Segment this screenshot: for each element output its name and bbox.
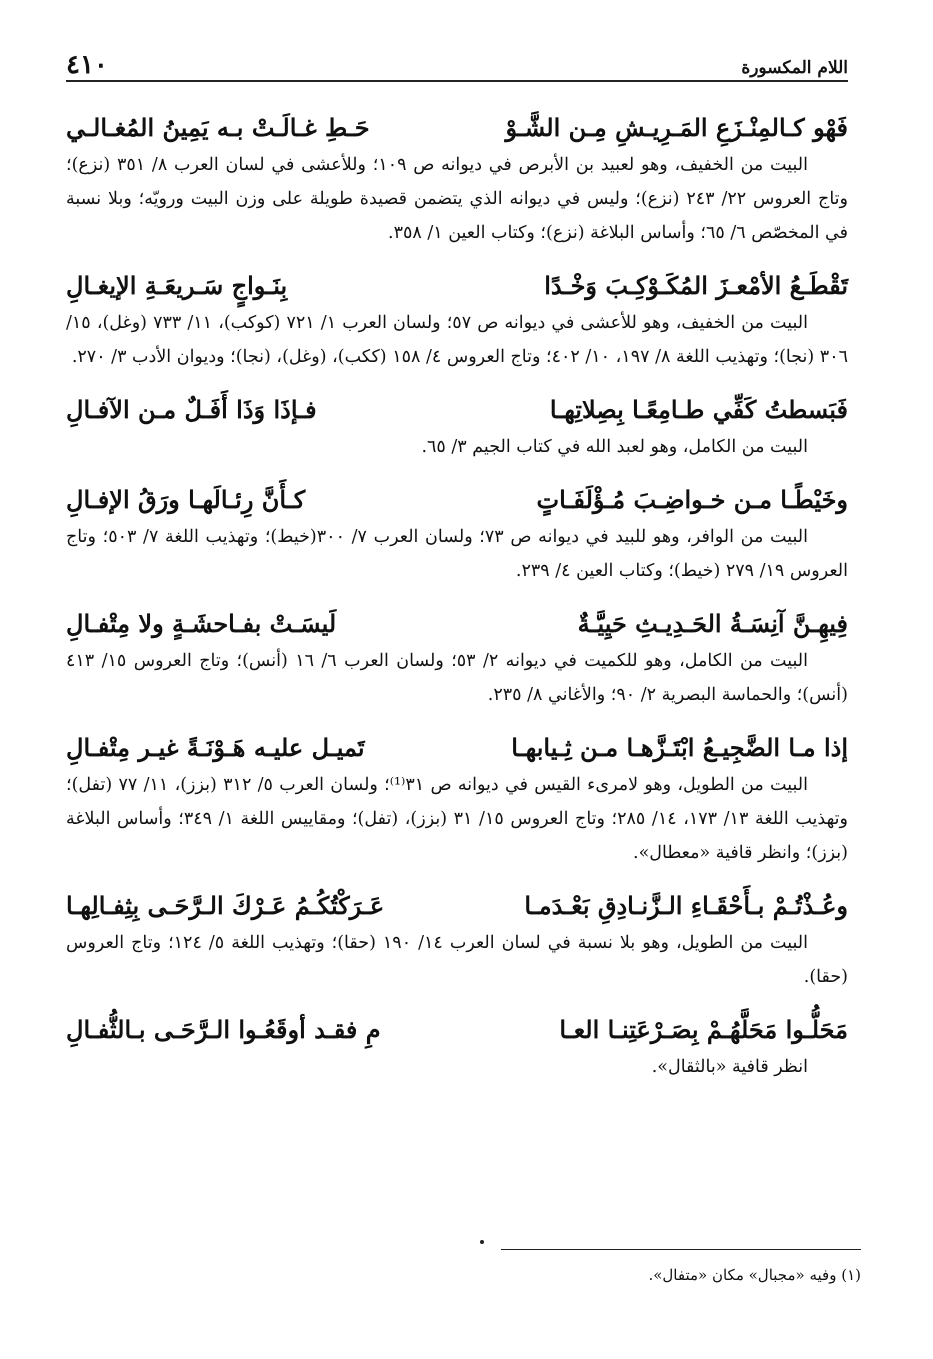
- second-hemistich: لَيسَـتْ بفـاحشَـةٍ ولا مِتْفـالِ: [66, 609, 337, 638]
- verse-line: [66, 266, 848, 306]
- second-hemistich: بِنَـواجٍ سَـريعَـةِ الإيغـالِ: [66, 271, 288, 300]
- verse-line: [66, 108, 848, 148]
- verse-line: [66, 728, 848, 768]
- verse-commentary: البيت من الكامل، وهو للكميت في ديوانه ٢/ ٥٣؛ ولسان العرب ٦/ ١٦ (أنس)؛ وتاج العروس ١٥/ ٤١٣ (أنس)؛ والحماسة البصرية ٢/ ٩٠؛ والأغاني ٨/ ٢٣٥.: [66, 651, 848, 705]
- verse-line: [66, 886, 848, 926]
- verse-commentary: البيت من الطويل، وهو بلا نسبة في لسان العرب ١٤/ ١٩٠ (حقا)؛ وتهذيب اللغة ٥/ ١٢٤؛ وتاج العروس (حقا).: [66, 933, 848, 987]
- second-hemistich: حَـطِ غـالَـتْ بـه يَمِينُ المُغـالـي: [66, 113, 370, 142]
- second-hemistich: مِ فقـد أوقَعُـوا الـرَّحَـى بـالثُّفـالِ: [66, 1015, 381, 1044]
- verse-commentary: البيت من الكامل، وهو لعبد الله في كتاب الجيم ٣/ ٦٥.: [421, 437, 808, 457]
- verse-entry: [66, 604, 848, 712]
- footnote: (١) وفيه «مجبال» مكان «متفال».: [648, 1266, 861, 1284]
- verse-entry: [66, 266, 848, 374]
- verse-commentary: البيت من الطويل، وهو لامرىء القيس في ديوانه ص ٣١⁽¹⁾؛ ولسان العرب ٥/ ٣١٢ (بزز)، ١١/ ٧٧ (تفل)؛ وتهذيب اللغة ١٣/ ١٧٣، ١٤/ ٢٨٥؛ وتاج العروس ١٥/ ٣١ (بزز)، (تفل)؛ ومقاييس اللغة ١/ ٣٤٩؛ وأساس البلاغة (بزز)؛ وانظر قافية «معطال».: [66, 775, 848, 863]
- first-hemistich: تَقْطَـعُ الأمْعـزَ المُكَـوْكِـبَ وَخْـدًا: [544, 271, 848, 300]
- first-hemistich: فَبَسطتُ كَفِّي طـامِعًـا بِصِلاتِهـا: [549, 395, 848, 424]
- verse-entry: [66, 1010, 848, 1084]
- book-page: [66, 52, 848, 1342]
- verse-entry: [66, 390, 848, 464]
- verse-entry: [66, 886, 848, 994]
- verse-line: [66, 1010, 848, 1050]
- verse-line: [66, 604, 848, 644]
- separator-dot: [480, 1240, 484, 1244]
- verse-commentary: البيت من الوافر، وهو للبيد في ديوانه ص ٧٣؛ ولسان العرب ٧/ ٣٠٠(خيط)؛ وتهذيب اللغة ٧/ ٥٠٣؛ وتاج العروس ١٩/ ٢٧٩ (خيط)؛ وكتاب العين ٤/ ٢٣٩.: [66, 527, 848, 581]
- first-hemistich: فِيهِـنَّ آنِسَـةُ الحَـدِيـثِ حَيِيَّـةٌ: [577, 609, 848, 638]
- second-hemistich: تَميـل عليـه هَـوْنَـةً غيـر مِتْفـالِ: [66, 733, 365, 762]
- second-hemistich: عَـرَكْتُكُـمُ عَـرْكَ الـرَّحَـى بِثِفـالِهـا: [66, 891, 385, 920]
- first-hemistich: وخَيْطًـا مـن خـواضِـبَ مُـؤْلَفَـاتٍ: [536, 485, 848, 514]
- verse-line: [66, 390, 848, 430]
- verse-commentary: البيت من الخفيف، وهو للأعشى في ديوانه ص ٥٧؛ ولسان العرب ١/ ٧٢١ (كوكب)، ١١/ ٧٣٣ (وغل)، ١٥/ ٣٠٦ (نجا)؛ وتهذيب اللغة ٨/ ١٩٧، ١٠/ ٤٠٢؛ وتاج العروس ٤/ ١٥٨ (ككب)، (وغل)، (نجا)؛ وديوان الأدب ٣/ ٢٧٠.: [66, 313, 848, 367]
- verse-commentary: البيت من الخفيف، وهو لعبيد بن الأبرص في ديوانه ص ١٠٩؛ وللأعشى في لسان العرب ٨/ ٣٥١ (نزع)؛ وتاج العروس ٢٢/ ٢٤٣ (نزع)؛ وليس في ديوانه الذي يتضمن قصيدة طويلة على وزن البيت ورويّه؛ وبلا نسبة في المخصّص ٦/ ٦٥؛ وأساس البلاغة (نزع)؛ وكتاب العين ١/ ٣٥٨.: [66, 155, 848, 243]
- page-number: ٤١٠: [66, 50, 108, 80]
- second-hemistich: فـإذَا وَذَا أَفَـلٌ مـن الآفـالِ: [66, 395, 317, 424]
- first-hemistich: مَحَلُّـوا مَحَلَّهُـمْ بِصَـرْعَتِنـا العـا: [559, 1015, 848, 1044]
- footnote-divider: [501, 1249, 861, 1250]
- second-hemistich: كـأَنَّ رِئـالَهـا ورَقُ الإفـالِ: [66, 485, 306, 514]
- running-head: اللام المكسورة: [741, 58, 848, 78]
- verse-entry: [66, 728, 848, 870]
- first-hemistich: إذا مـا الضَّجِيـعُ ابْتَـزَّهـا مـن ثِـيابهـا: [511, 733, 848, 762]
- verse-line: [66, 480, 848, 520]
- verse-entry: [66, 108, 848, 250]
- cross-reference: انظر قافية «بالثقال».: [651, 1057, 808, 1077]
- verse-entry: [66, 480, 848, 588]
- page-header: [66, 52, 848, 82]
- first-hemistich: وعُـذْتُـمْ بـأَحْقَـاءِ الـزَّنـادِقِ بَعْـدَمـا: [524, 891, 848, 920]
- first-hemistich: فَهْو كـالمِنْـزَعِ المَـرِيـشِ مِـن الشَّـوْ: [505, 113, 848, 142]
